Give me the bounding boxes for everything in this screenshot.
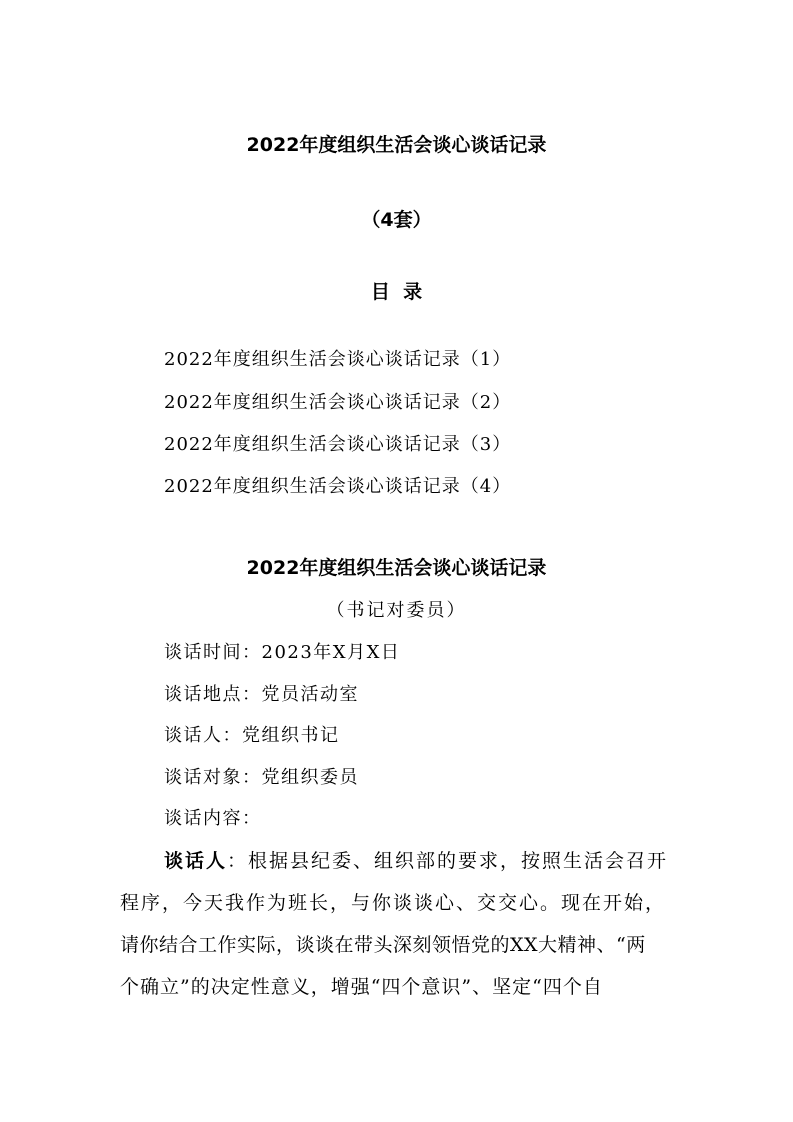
toc-item: 2022年度组织生活会谈心谈话记录（1）	[164, 349, 512, 370]
toc-item: 2022年度组织生活会谈心谈话记录（3）	[164, 434, 512, 455]
document-subtitle: （4套）	[361, 209, 432, 231]
paragraph-speaker-label: 谈话人	[164, 850, 228, 872]
paragraph-line: 个确立”的决定性意义，增强“四个意识”、坚定“四个自	[120, 976, 603, 998]
paragraph-line: 请你结合工作实际，谈谈在带头深刻领悟党的XX大精神、“两	[120, 934, 646, 956]
talk-speaker: 谈话人：党组织书记	[164, 725, 340, 746]
talk-content-label: 谈话内容：	[164, 808, 262, 829]
talk-time: 谈话时间：2023年X月X日	[164, 642, 401, 663]
toc-item: 2022年度组织生活会谈心谈话记录（2）	[164, 392, 512, 413]
toc-item: 2022年度组织生活会谈心谈话记录（4）	[164, 476, 512, 497]
section-title: 2022年度组织生活会谈心谈话记录	[246, 557, 547, 579]
paragraph-text: ：根据县纪委、组织部的要求，按照生活会召开	[227, 850, 669, 872]
toc-heading: 目 录	[370, 281, 423, 303]
document-title: 2022年度组织生活会谈心谈话记录	[246, 134, 547, 156]
talk-location: 谈话地点：党员活动室	[164, 684, 359, 705]
paragraph-line	[164, 846, 668, 873]
talk-target: 谈话对象：党组织委员	[164, 767, 359, 788]
paragraph-line: 程序，今天我作为班长，与你谈谈心、交交心。现在开始，	[120, 892, 667, 914]
section-subtitle: （书记对委员）	[326, 600, 467, 621]
